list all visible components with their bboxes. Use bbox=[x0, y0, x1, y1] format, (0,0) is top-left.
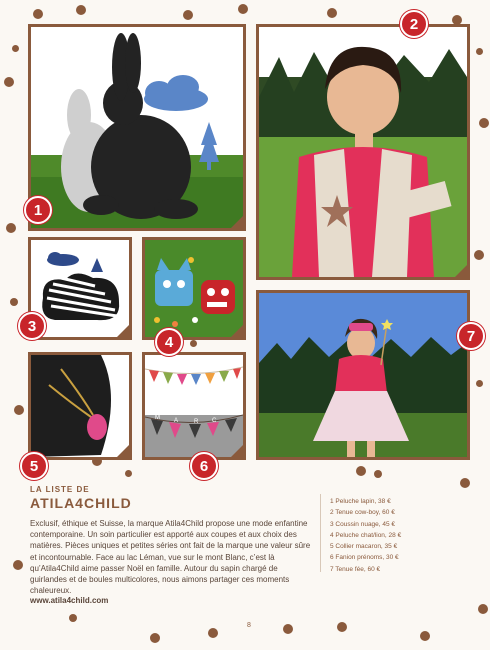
decor-dot bbox=[125, 470, 132, 477]
decor-dot bbox=[13, 560, 23, 570]
decor-dot bbox=[190, 340, 197, 347]
rabbit-plush-illustration bbox=[31, 27, 243, 228]
decor-dot bbox=[478, 604, 488, 614]
macaron-necklace-illustration bbox=[31, 355, 129, 457]
badge-4: 4 bbox=[155, 328, 183, 356]
brand-website-link[interactable]: www.atila4child.com bbox=[30, 596, 109, 605]
badge-5: 5 bbox=[20, 452, 48, 480]
section-subtitle: LA LISTE DE bbox=[30, 485, 90, 494]
pennant-letter: A bbox=[153, 364, 157, 370]
decor-dot bbox=[4, 77, 14, 87]
pennant-letter: A bbox=[174, 418, 179, 424]
pennant-letter: C bbox=[212, 418, 217, 424]
list-item: 1 Peluche lapin, 38 € bbox=[330, 498, 391, 505]
decor-dot bbox=[10, 298, 18, 306]
decor-dot bbox=[327, 8, 337, 18]
decor-dot bbox=[76, 5, 86, 15]
decor-dot bbox=[69, 614, 77, 622]
list-item: 2 Tenue cow-boy, 60 € bbox=[330, 509, 395, 517]
cowboy-outfit-illustration bbox=[259, 27, 467, 277]
photo-cowboy-outfit bbox=[256, 24, 470, 280]
decor-dot bbox=[238, 4, 248, 14]
decor-dot bbox=[476, 48, 483, 55]
decor-dot bbox=[476, 380, 483, 387]
decor-dot bbox=[208, 628, 218, 638]
description-paragraph: Exclusif, éthique et Suisse, la marque Atila4Child propose une mode enfantine contemporaine. Un soin particulier est apporté aux coupes et aux choix des matières. Pièces uniques et petites séries ont fait de la marque une valeur sûre et incontournable. Face au lac Léman, vue sur le mont Blanc, c’est là qu’Atila4Child aime passer Noël en famille. Autour du sapin chargé de guirlandes et de boules multicolores, nous aimons partager ces moments chaleureux. bbox=[30, 519, 311, 596]
decor-dot bbox=[337, 622, 347, 632]
decor-dot bbox=[356, 466, 366, 476]
frame-corner bbox=[230, 324, 244, 338]
frame-corner bbox=[230, 215, 244, 229]
decor-dot bbox=[33, 9, 43, 19]
badge-1: 1 bbox=[24, 196, 52, 224]
pennant-letter: N bbox=[167, 366, 171, 372]
frame-corner bbox=[230, 444, 244, 458]
decor-dot bbox=[12, 45, 19, 52]
pennant-letter: R bbox=[194, 419, 199, 425]
product-price-list bbox=[330, 496, 401, 575]
decor-dot bbox=[479, 118, 489, 128]
photo-macaron-necklace bbox=[28, 352, 132, 460]
column-divider bbox=[320, 494, 321, 572]
section-title: ATILA4CHILD bbox=[30, 495, 132, 511]
photo-rabbit-plush bbox=[28, 24, 246, 231]
list-item: 5 Collier macaron, 35 € bbox=[330, 543, 398, 551]
decor-dot bbox=[474, 250, 484, 260]
photo-name-pennants bbox=[142, 352, 246, 460]
decor-dot bbox=[183, 10, 193, 20]
fairy-outfit-illustration bbox=[259, 293, 467, 457]
pennants-illustration bbox=[145, 355, 243, 457]
decor-dot bbox=[460, 478, 470, 488]
page-number: 8 bbox=[247, 622, 251, 629]
badge-6: 6 bbox=[190, 452, 218, 480]
decor-dot bbox=[150, 633, 160, 643]
cat-lion-plush-illustration bbox=[145, 240, 243, 337]
frame-corner bbox=[454, 264, 468, 278]
decor-dot bbox=[420, 631, 430, 641]
decor-dot bbox=[283, 624, 293, 634]
frame-corner bbox=[116, 324, 130, 338]
photo-cat-lion-plush bbox=[142, 237, 246, 340]
frame-corner bbox=[116, 444, 130, 458]
badge-7: 7 bbox=[457, 322, 485, 350]
list-item: 3 Coussin nuage, 45 € bbox=[330, 520, 396, 528]
photo-fairy-outfit bbox=[256, 290, 470, 460]
decor-dot bbox=[6, 223, 16, 233]
list-item: 6 Fanion prénoms, 30 € bbox=[330, 554, 399, 562]
decor-dot bbox=[14, 405, 24, 415]
badge-3: 3 bbox=[18, 312, 46, 340]
badge-2: 2 bbox=[400, 10, 428, 38]
list-item: 7 Tenue fée, 60 € bbox=[330, 565, 381, 573]
pennant-letter: M bbox=[155, 415, 160, 421]
list-item: 4 Peluche chat/lion, 28 € bbox=[330, 531, 402, 539]
decor-dot bbox=[374, 470, 382, 478]
